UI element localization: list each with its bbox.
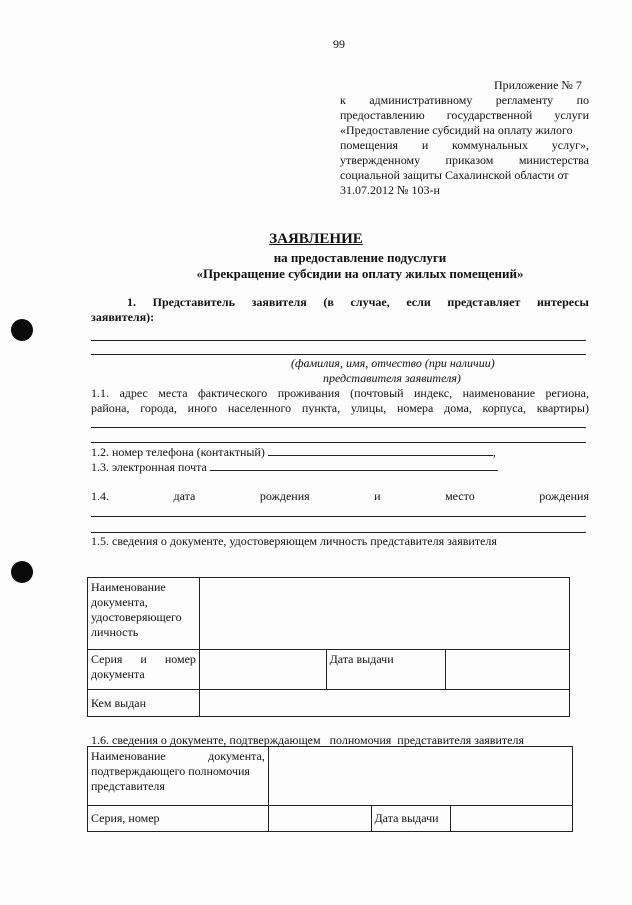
address-line-1	[91, 427, 586, 428]
item-1-6-label: 1.6. сведения о документе, подтверждающем полномочия представителя заявителя	[91, 733, 524, 747]
authority-issue-date-label: Дата выдачи	[371, 806, 451, 832]
punch-hole-bottom	[11, 561, 33, 583]
birth-line-2	[91, 532, 586, 533]
authority-issue-date-field[interactable]	[451, 806, 573, 832]
identity-series-label: Серия и номер документа	[88, 650, 200, 690]
identity-document-table	[87, 577, 570, 717]
representative-name-caption-1: (фамилия, имя, отчество (при наличии)	[291, 356, 495, 370]
annex-title: Приложение № 7	[494, 78, 582, 92]
authority-series-label: Серия, номер	[88, 806, 269, 832]
item-1-4-birth: 1.4. дата рождения и место рождения	[91, 489, 589, 503]
annex-line-3: «Предоставление субсидий на оплату жилого	[340, 123, 573, 137]
identity-issued-by-label: Кем выдан	[88, 690, 200, 717]
identity-series-field[interactable]	[199, 650, 326, 690]
authority-document-table	[87, 746, 573, 832]
phone-field[interactable]	[268, 444, 493, 456]
annex-line-5: утвержденному приказом министерства	[340, 153, 589, 167]
authority-series-field[interactable]	[268, 806, 371, 832]
representative-name-caption-2: представителя заявителя)	[323, 371, 461, 385]
item-1-3-email: 1.3. электронная почта	[91, 459, 498, 475]
annex-line-2: предоставлению государственной услуги	[340, 108, 589, 122]
email-field[interactable]	[210, 459, 498, 471]
identity-doc-name-field[interactable]	[199, 578, 569, 650]
representative-name-line-1	[91, 340, 586, 341]
item-1-5-label: 1.5. сведения о документе, удостоверяющем личность представителя заявителя	[91, 534, 497, 548]
annex-line-4: помещения и коммунальных услуг»,	[340, 138, 589, 152]
page-number: 99	[333, 37, 345, 51]
annex-line-6: социальной защиты Сахалинской области от	[340, 168, 569, 182]
annex-line-1: к административному регламенту по	[340, 93, 589, 107]
identity-doc-name-label: Наименование документа, удостоверяющего личность	[88, 578, 200, 650]
item-1-2-phone: 1.2. номер телефона (контактный) ,	[91, 445, 496, 459]
item-1-1-line-2: района, города, иного населенного пункта, улицы, номера дома, корпуса, квартиры)	[91, 401, 589, 415]
authority-doc-name-field[interactable]	[268, 747, 572, 806]
birth-line-1	[91, 516, 586, 517]
identity-issue-date-field[interactable]	[446, 650, 570, 690]
punch-hole-top	[11, 319, 33, 341]
item-1-1-line-1: 1.1. адрес места фактического проживания (почтовый индекс, наименование региона,	[91, 386, 589, 400]
section-1-header: 1. Представитель заявителя (в случае, если представляет интересы	[127, 295, 589, 309]
document-title: ЗАЯВЛЕНИЕ	[269, 231, 363, 247]
section-1-header-cont: заявителя):	[91, 310, 155, 324]
annex-line-7: 31.07.2012 № 103-н	[340, 183, 440, 197]
authority-doc-name-label: Наименование документа, подтверждающего полномочия представителя	[88, 747, 269, 806]
service-name: «Прекращение субсидии на оплату жилых помещений»	[196, 266, 524, 281]
identity-issued-by-field[interactable]	[199, 690, 569, 717]
address-line-2	[91, 442, 586, 443]
representative-name-line-2	[91, 354, 586, 355]
document-subtitle: на предоставление подуслуги	[273, 250, 447, 265]
identity-issue-date-label: Дата выдачи	[326, 650, 446, 690]
